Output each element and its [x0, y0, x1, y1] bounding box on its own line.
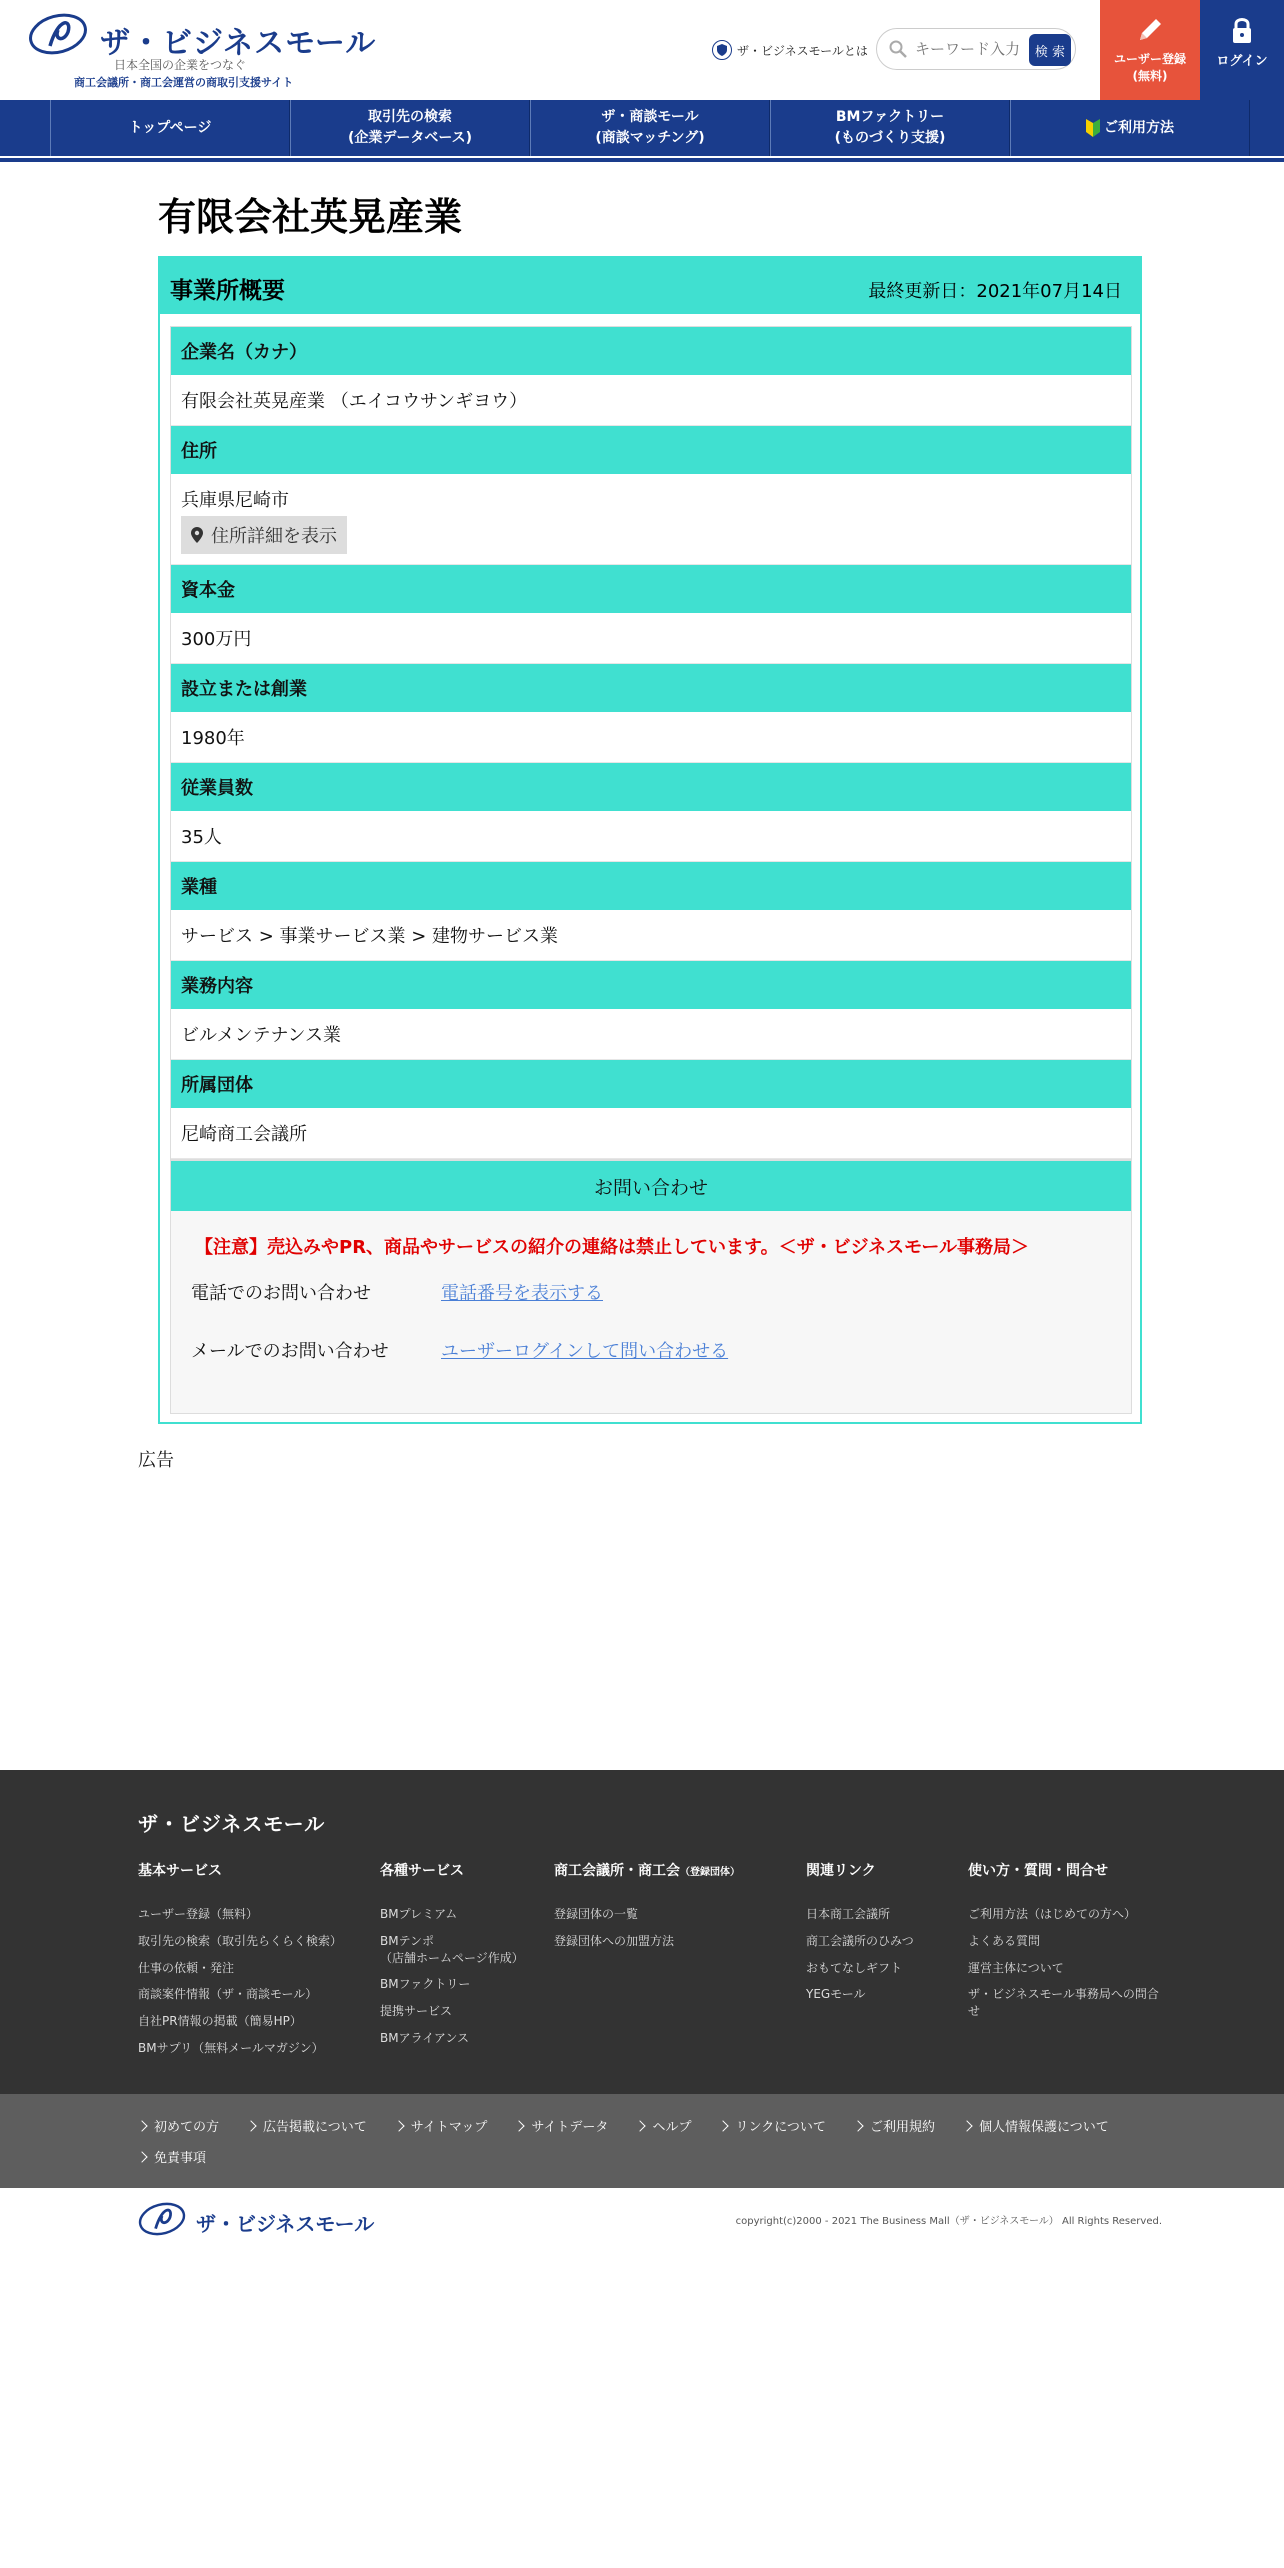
subfooter: [0, 2094, 1284, 2188]
chevron-right-icon: [393, 2120, 404, 2131]
login-button[interactable]: [1200, 0, 1284, 100]
row-label-business: 業務内容: [171, 961, 1131, 1009]
footer-link[interactable]: おもてなしギフト: [806, 1960, 903, 1975]
row-value-employees: 35人: [171, 811, 1131, 862]
login-label: ログイン: [1216, 54, 1268, 69]
nav-item-usage[interactable]: [1010, 100, 1250, 156]
subfooter-link-label: 個人情報保護について: [978, 2120, 1109, 2135]
footer-link[interactable]: BMサプリ（無料メールマガジン）: [138, 2040, 324, 2055]
subfooter-link[interactable]: [515, 2116, 608, 2135]
footer-column-help: [968, 1860, 1168, 2030]
subfooter-link-label: 免責事項: [154, 2151, 207, 2166]
shield-icon: [712, 40, 732, 60]
bottom-logo-text: ザ・ビジネスモール: [196, 2212, 375, 2236]
footer-column-title: [554, 1860, 740, 1880]
footer-link[interactable]: 登録団体への加盟方法: [554, 1933, 675, 1948]
login-contact-link[interactable]: ユーザーログインして問い合わせる: [441, 1341, 729, 1362]
row-label-capital: 資本金: [171, 565, 1131, 613]
search-input[interactable]: [915, 37, 1025, 61]
footer-link[interactable]: 提携サービス: [380, 2004, 453, 2019]
nav-item-sublabel: (商談マッチング): [595, 130, 705, 146]
subfooter-link-label: ご利用規約: [869, 2120, 935, 2135]
footer-link[interactable]: ご利用方法（はじめての方へ）: [968, 1907, 1137, 1921]
ad-label: 広告: [138, 1450, 174, 1471]
phone-contact-label: 電話でのお問い合わせ: [191, 1283, 371, 1304]
footer-link[interactable]: BMアライアンス: [380, 2030, 470, 2045]
footer-link[interactable]: BMプレミアム: [380, 1907, 458, 1921]
page-title: 有限会社英晃産業: [158, 195, 463, 239]
footer-column-title: 各種サービス: [380, 1863, 464, 1879]
register-label-free: (無料): [1132, 69, 1168, 83]
chevron-right-icon: [718, 2120, 729, 2131]
nav-item-top[interactable]: [50, 100, 290, 156]
company-info-table: [170, 326, 1132, 1160]
map-pin-icon: [191, 527, 203, 543]
about-link-label: ザ・ビジネスモールとは: [737, 43, 868, 58]
footer-link[interactable]: 取引先の検索（取引先らくらく検索）: [138, 1933, 343, 1948]
subfooter-link-label: サイトマップ: [410, 2120, 488, 2135]
nav-item-sublabel: (企業データベース): [347, 130, 473, 146]
footer-link[interactable]: ザ・ビジネスモール事務局への問合せ: [968, 1987, 1159, 2019]
nav-item-label: ご利用方法: [1104, 119, 1174, 136]
row-value-capital: 300万円: [171, 613, 1131, 664]
footer-column-title: 使い方・質問・問合せ: [968, 1863, 1108, 1879]
company-overview-panel: [158, 256, 1142, 1424]
chevron-right-icon: [635, 2120, 646, 2131]
site-header: [0, 0, 1284, 100]
contact-box: [170, 1160, 1132, 1414]
footer-link[interactable]: 商工会議所のひみつ: [806, 1933, 914, 1948]
footer-column-chambers: [554, 1860, 740, 1960]
row-value-affiliation: 尼崎商工会議所: [171, 1108, 1131, 1159]
search-icon: [889, 40, 907, 58]
row-label-kana: 企業名（カナ）: [171, 327, 1131, 375]
row-label-industry: 業種: [171, 862, 1131, 910]
footer-link[interactable]: 運営主体について: [968, 1960, 1064, 1975]
site-logo[interactable]: [28, 12, 377, 92]
nav-item-label: BMファクトリー: [835, 109, 945, 125]
row-value-industry: サービス > 事業サービス業 > 建物サービス業: [171, 910, 1131, 961]
nav-item-shodan-mall[interactable]: [530, 100, 770, 156]
nav-item-sublabel: (ものづくり支援): [834, 130, 946, 146]
contact-warning: 【注意】売込みやPR、商品やサービスの紹介の連絡は禁止しています。＜ザ・ビジネスモール事務局＞: [195, 1237, 1029, 1258]
footer-column-related: [806, 1860, 914, 2013]
nav-item-label: 取引先の検索: [368, 109, 452, 125]
chevron-right-icon: [136, 2120, 147, 2131]
footer-column-basic: [138, 1860, 342, 2067]
row-label-employees: 従業員数: [171, 763, 1131, 811]
show-address-label: 住所詳細を表示: [211, 526, 337, 547]
row-value-kana: 有限会社英晃産業 （エイコウサンギヨウ）: [171, 375, 1131, 426]
subfooter-link[interactable]: [719, 2116, 825, 2135]
beginner-mark-icon: [1086, 119, 1100, 137]
footer-link[interactable]: 自社PR情報の掲載（簡易HP）: [138, 2014, 302, 2029]
footer-column-services: [380, 1860, 524, 2057]
lock-icon: [1226, 14, 1258, 46]
copyright: copyright(c)2000 - 2021 The Business Mall（ザ・ビジネスモール） All Rights Reserved.: [735, 2216, 1162, 2227]
search-box: [876, 28, 1076, 70]
nav-divider: [0, 158, 1284, 162]
chevron-right-icon: [961, 2120, 972, 2131]
logo-title: ザ・ビジネスモール: [100, 26, 377, 61]
footer-column-title: 基本サービス: [138, 1863, 222, 1879]
footer-column-title-main: 商工会議所・商工会: [554, 1863, 680, 1879]
nav-item-bm-factory[interactable]: [770, 100, 1010, 156]
footer-link[interactable]: よくある質問: [968, 1933, 1041, 1948]
footer-link[interactable]: 商談案件情報（ザ・商談モール）: [138, 1987, 318, 2002]
register-button[interactable]: [1100, 0, 1200, 100]
subfooter-link[interactable]: [636, 2116, 691, 2135]
footer-link[interactable]: 日本商工会議所: [806, 1907, 891, 1921]
row-value-founded: 1980年: [171, 712, 1131, 763]
row-label-founded: 設立または創業: [171, 664, 1131, 712]
footer-column-title-note: （登録団体）: [680, 1867, 740, 1878]
logo-tagline: 日本全国の企業をつなぐ: [114, 58, 247, 72]
subfooter-link-label: リンクについて: [735, 2120, 826, 2135]
bottom-logo[interactable]: [138, 2200, 375, 2240]
panel-header: [160, 258, 1140, 314]
logo-description: 商工会議所・商工会運営の商取引支援サイト: [74, 76, 294, 89]
chevron-right-icon: [852, 2120, 863, 2131]
contact-title: お問い合わせ: [171, 1161, 1131, 1211]
row-address: [171, 474, 1131, 565]
subfooter-link[interactable]: [395, 2116, 488, 2135]
nav-item-label: トップページ: [128, 119, 212, 136]
row-value-business: ビルメンテナンス業: [171, 1009, 1131, 1060]
nav-item-search[interactable]: [290, 100, 530, 156]
row-label-affiliation: 所属団体: [171, 1060, 1131, 1108]
chevron-right-icon: [514, 2120, 525, 2131]
footer-link[interactable]: BMテンポ （店舗ホームページ作成）: [380, 1933, 524, 1965]
subfooter-link[interactable]: [138, 2116, 219, 2135]
footer-column-title: 関連リンク: [806, 1863, 876, 1879]
footer-link[interactable]: 登録団体の一覧: [554, 1907, 639, 1921]
subfooter-link-label: 初めての方: [154, 2120, 220, 2135]
subfooter-link[interactable]: [963, 2116, 1109, 2135]
footer-link[interactable]: ユーザー登録（無料）: [138, 1907, 259, 1921]
footer-link[interactable]: YEGモール: [806, 1987, 866, 2002]
footer-logo[interactable]: ザ・ビジネスモール: [138, 1812, 326, 1836]
logo-mark-icon: [138, 2200, 194, 2238]
mail-contact-label: メールでのお問い合わせ: [191, 1341, 389, 1362]
show-address-button[interactable]: [181, 516, 347, 554]
subfooter-link-label: サイトデータ: [531, 2120, 609, 2135]
nav-item-label: ザ・商談モール: [601, 109, 699, 125]
subfooter-link-label: 広告掲載について: [263, 2120, 367, 2135]
row-value-address: 兵庫県尼崎市: [181, 490, 289, 511]
footer-link[interactable]: 仕事の依頼・発注: [138, 1960, 235, 1975]
pencil-icon: [1134, 14, 1166, 46]
subfooter-link[interactable]: [138, 2147, 206, 2166]
about-link[interactable]: [712, 40, 868, 60]
subfooter-links: [138, 2116, 1138, 2166]
show-phone-link[interactable]: 電話番号を表示する: [441, 1283, 603, 1304]
panel-title: 事業所概要: [170, 278, 285, 304]
subfooter-link[interactable]: [247, 2116, 367, 2135]
subfooter-link-label: ヘルプ: [652, 2120, 692, 2135]
logo-mark-icon: [28, 12, 98, 56]
site-footer: [0, 1770, 1284, 2094]
global-nav: [0, 100, 1284, 160]
footer-link[interactable]: BMファクトリー: [380, 1977, 471, 1992]
row-label-address: 住所: [171, 426, 1131, 474]
register-label: ユーザー登録: [1113, 52, 1186, 66]
last-updated: 最終更新日：2021年07月14日: [868, 281, 1122, 302]
search-button[interactable]: 検 索: [1029, 34, 1071, 66]
chevron-right-icon: [245, 2120, 256, 2131]
subfooter-link[interactable]: [854, 2116, 935, 2135]
chevron-right-icon: [136, 2151, 147, 2162]
